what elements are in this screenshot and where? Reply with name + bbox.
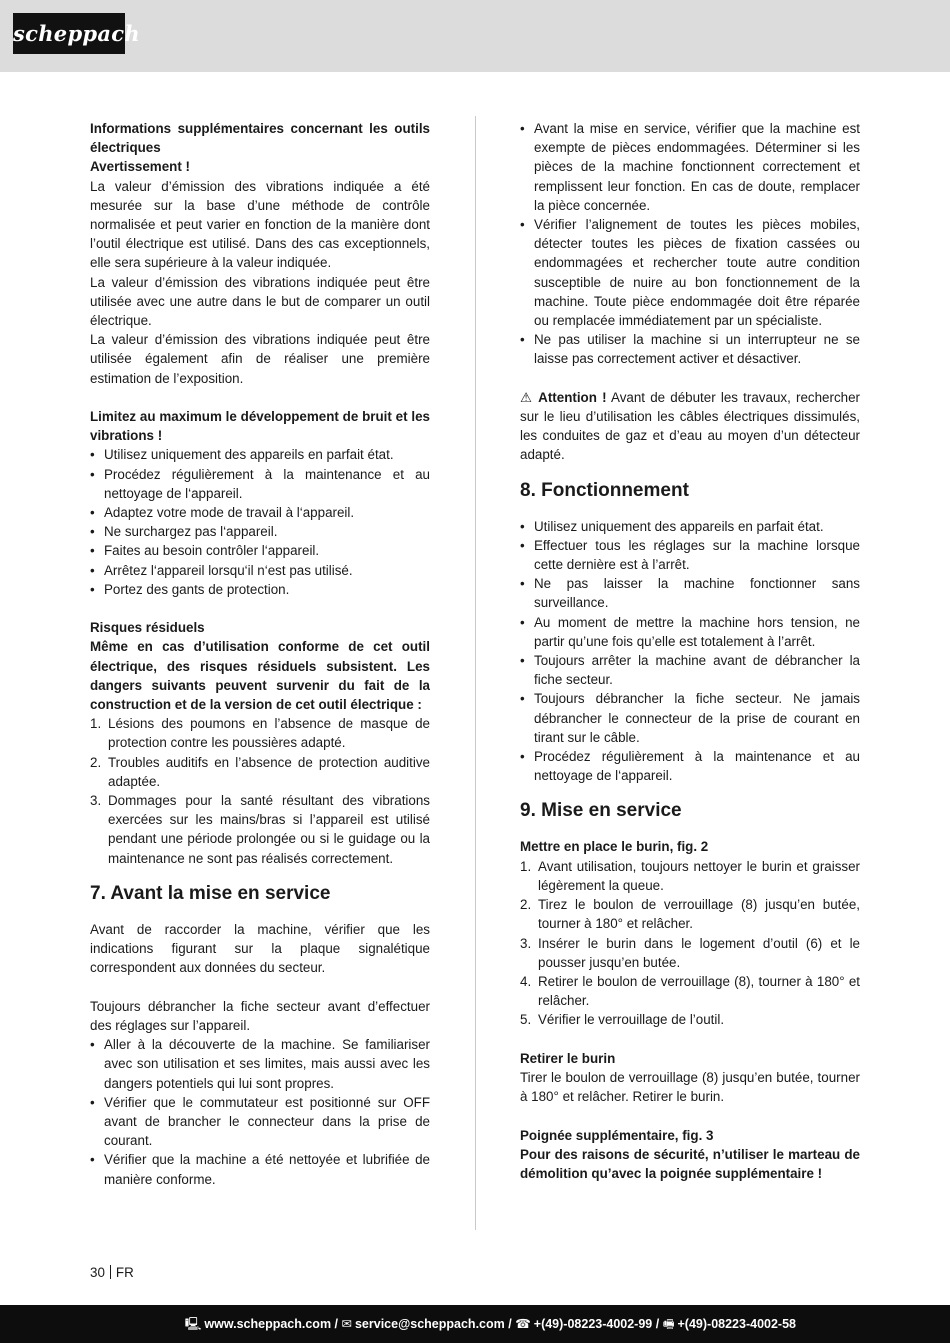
attention-paragraph: ⚠ Attention ! Avant de débuter les travaux, rechercher sur le lieu d’utilisation les câbles électriques dissimulés, les conduites de gaz et d’eau au moyen d’un détecteur adapté. — [520, 389, 860, 463]
paragraph: La valeur d’émission des vibrations indiquée peut être utilisée avec une autre dans le but de comparer un outil électrique. — [90, 274, 430, 329]
list-item: • Arrêtez l‘appareil lorsqu‘il n‘est pas utilisé. — [90, 561, 430, 580]
list-item: 1. Lésions des poumons en l’absence de masque de protection contre les poussières adapté. — [90, 716, 430, 751]
list-item: • Faites au besoin contrôler l‘appareil. — [90, 541, 430, 560]
list-item: • Procédez régulièrement à la maintenance et au nettoyage de l‘appareil. — [520, 747, 860, 785]
residual-risks-intro: Même en cas d’utilisation conforme de cet outil électrique, des risques résiduels subsistent. Les dangers suivants peuvent survenir du fait de la construction et de la version de cet outil électrique : — [90, 639, 430, 713]
subheading-insert-chisel: Mettre en place le burin, fig. 2 — [520, 839, 709, 855]
paragraph: La valeur d’émission des vibrations indiquée a été mesurée sur la base d’une méthode de contrôle normalisée et peut varier en fonction de la manière dont l’outil électrique est utilisé. Dans des cas exceptionnels, elle sera supérieure à la valeur indiquée. — [90, 178, 430, 271]
list-item: • Ne surchargez pas l‘appareil. — [90, 522, 430, 541]
column-divider — [475, 116, 476, 1230]
list-item: • Aller à la découverte de la machine. Se familiariser avec son utilisation et ses limites, mais aussi avec les dangers potentiels qui lui sont propres. — [90, 1035, 430, 1093]
list-item: • Au moment de mettre la machine hors tension, ne partir qu’une fois qu’elle est totalement à l’arrêt. — [520, 613, 860, 651]
left-column — [90, 119, 430, 1189]
list-item: • Utilisez uniquement des appareils en parfait état. — [90, 445, 430, 464]
list-item: 4. Retirer le boulon de verrouillage (8), tourner à 180° et relâcher. — [520, 973, 860, 1009]
page-header — [0, 0, 950, 72]
section-8-list — [520, 517, 860, 786]
language-code: FR — [115, 1265, 134, 1280]
list-item: • Procédez régulièrement à la maintenance et au nettoyage de l‘appareil. — [90, 465, 430, 503]
list-item: • Toujours débrancher la fiche secteur. Ne jamais débrancher le connecteur de la prise de courant en tirant sur le câble. — [520, 689, 860, 747]
section-title-noise: Limitez au maximum le développement de bruit et les vibrations ! — [90, 409, 430, 444]
brand-logo: scheppach — [13, 13, 125, 54]
list-item: 5. Vérifier le verrouillage de l’outil. — [520, 1012, 725, 1028]
pre-start-checks-list — [520, 119, 860, 369]
section-title-residual-risks: Risques résiduels — [90, 620, 205, 636]
contact-bar — [0, 1305, 950, 1343]
fax-icon: 🖷 — [662, 1317, 675, 1331]
heading-section-7: 7. Avant la mise en service — [90, 882, 331, 904]
list-item: • Ne pas utiliser la machine si un interrupteur ne se laisse pas correctement activer et désactiver. — [520, 330, 860, 368]
list-item: • Effectuer tous les réglages sur la machine lorsque cette dernière est à l’arrêt. — [520, 536, 860, 574]
phone-icon: ☎ — [515, 1317, 531, 1331]
list-item: • Vérifier que la machine a été nettoyée et lubrifiée de manière conforme. — [90, 1150, 430, 1188]
page-number: 30 — [90, 1265, 105, 1280]
paragraph: Toujours débrancher la fiche secteur avant d’effectuer des réglages sur l’appareil. — [90, 998, 430, 1033]
page-number-block — [90, 1265, 134, 1281]
section-7-list — [90, 1035, 430, 1189]
list-item: 2. Troubles auditifs en l’absence de protection auditive adaptée. — [90, 754, 430, 789]
heading-section-9: 9. Mise en service — [520, 800, 682, 822]
list-item: • Vérifier que le commutateur est positionné sur OFF avant de brancher le connecteur dans la prise de courant. — [90, 1093, 430, 1151]
list-item: 1. Avant utilisation, toujours nettoyer le burin et graisser légèrement la queue. — [520, 858, 860, 893]
website-link[interactable]: www.scheppach.com / — [204, 1317, 339, 1331]
computer-icon: 🖳 — [184, 1317, 202, 1331]
right-column — [520, 119, 860, 1183]
list-item: 3. Dommages pour la santé résultant des vibrations exercées sur les mains/bras si l’appareil est utilisé pendant une période prolongée ou si le guidage ou la maintenance ne sont pas réalisés correctement. — [90, 793, 430, 866]
subheading-auxiliary-handle: Poignée supplémentaire, fig. 3 — [520, 1127, 714, 1143]
residual-risks-list — [90, 714, 430, 868]
insert-chisel-steps — [520, 857, 860, 1030]
warning-label: Avertissement ! — [90, 159, 190, 175]
noise-list — [90, 445, 430, 599]
list-item: 2. Tirez le boulon de verrouillage (8) jusqu’en butée, tourner à 180° et relâcher. — [520, 897, 860, 932]
paragraph: Tirer le boulon de verrouillage (8) jusqu’en butée, tourner à 180° et relâcher. Retirer le burin. — [520, 1069, 860, 1105]
subheading-remove-chisel: Retirer le burin — [520, 1050, 616, 1066]
list-item: • Vérifier l’alignement de toutes les pièces mobiles, détecter toutes les pièces de fixation cassées ou endommagées et rechercher toute autre condition susceptible de nuire au bon fonctionnement de la machine. Toute pièce endommagée doit être réparée ou remplacée immédiatement par un spécialiste. — [520, 215, 860, 330]
list-item: • Adaptez votre mode de travail à l‘appareil. — [90, 503, 430, 522]
list-item: • Portez des gants de protection. — [90, 580, 430, 599]
list-item: • Utilisez uniquement des appareils en parfait état. — [520, 517, 860, 536]
fax-number: +(49)-08223-4002-58 — [677, 1317, 796, 1331]
section-title-electrical-tools: Informations supplémentaires concernant les outils électriques — [90, 121, 430, 156]
mail-icon: ✉ — [341, 1317, 352, 1331]
attention-label: ⚠ Attention ! — [520, 389, 607, 405]
heading-section-8: 8. Fonctionnement — [520, 479, 689, 501]
paragraph: La valeur d’émission des vibrations indiquée peut être utilisée également afin de réaliser une première estimation de l’exposition. — [90, 332, 430, 386]
list-item: 3. Insérer le burin dans le logement d’outil (6) et le pousser jusqu’en butée. — [520, 935, 860, 970]
paragraph: Avant de raccorder la machine, vérifier que les indications figurant sur la plaque signalétique correspondent aux données du secteur. — [90, 921, 430, 976]
list-item: • Avant la mise en service, vérifier que la machine est exempte de pièces endommagées. Déterminer si les pièces de la machine fonctionnent correctement et remplissent leur fonction. En cas de doute, remplacer la pièce concernée. — [520, 119, 860, 215]
list-item: • Toujours arrêter la machine avant de débrancher la fiche secteur. — [520, 651, 860, 689]
email-link[interactable]: service@scheppach.com / — [354, 1317, 512, 1331]
phone-number: +(49)-08223-4002-99 / — [533, 1317, 660, 1331]
list-item: • Ne pas laisser la machine fonctionner sans surveillance. — [520, 574, 860, 612]
auxiliary-handle-warning: Pour des raisons de sécurité, n’utiliser le marteau de démolition qu’avec la poignée supplémentaire ! — [520, 1146, 860, 1181]
